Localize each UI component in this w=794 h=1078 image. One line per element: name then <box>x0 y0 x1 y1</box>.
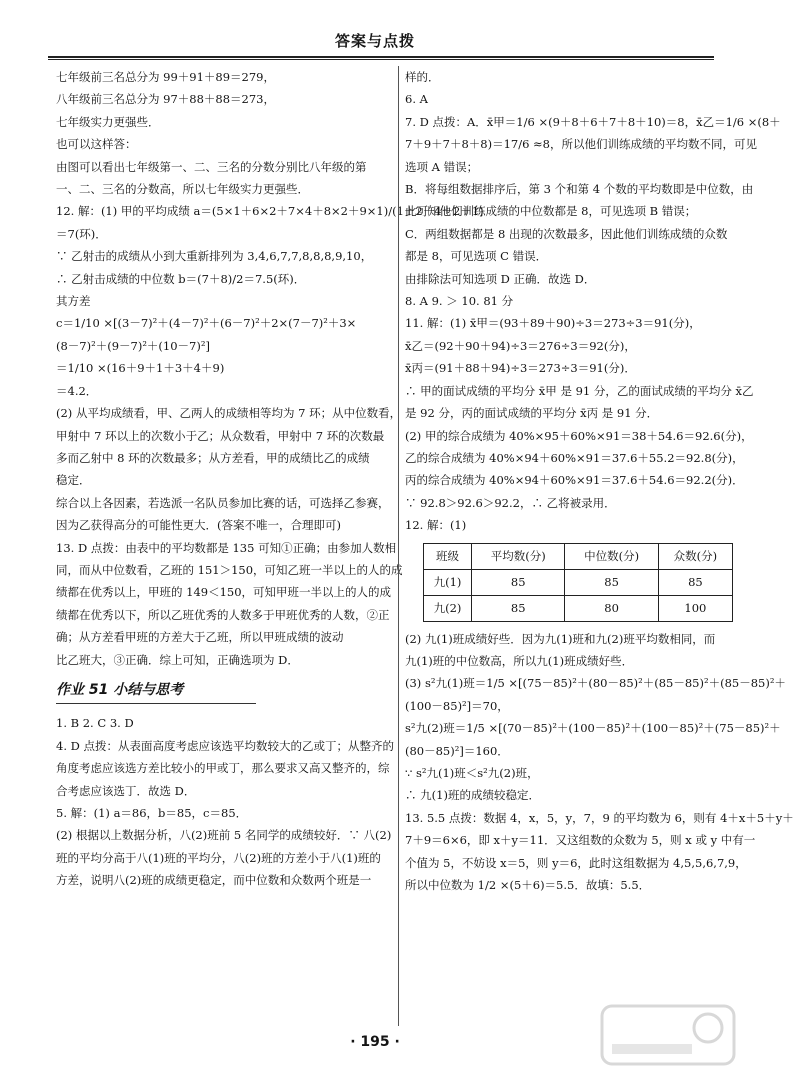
text-line: 7＋9＝6×6，即 x＋y＝11．又这组数的众数为 5，则 x 或 y 中有一 <box>405 833 756 848</box>
text-line: 比乙班大，③正确．综上可知，正确选项为 D． <box>56 652 299 667</box>
text-line: 甲射中 7 环以上的次数小于乙；从众数看，甲射中 7 环的次数最 <box>56 428 385 443</box>
text-line: ＝1/10 ×(16＋9＋1＋3＋4＋9) <box>56 361 225 376</box>
text-line: 角度考虑应该选方差比较小的甲或丁，那么要求又高又整齐的，综 <box>56 761 390 776</box>
table-cell: 100 <box>658 595 732 621</box>
text-line: 因为乙获得高分的可能性更大．(答案不唯一，合理即可) <box>56 518 341 533</box>
text-line: 13. 5.5 点拨：数据 4，x，5，y，7，9 的平均数为 6，则有 4＋x＋5＋y＋ <box>405 810 794 825</box>
text-line: (2) 从平均成绩看，甲、乙两人的成绩相等均为 7 环；从中位数看， <box>56 406 402 421</box>
text-line: 都是 8，可见选项 C 错误． <box>405 249 548 264</box>
table-cell: 85 <box>658 569 732 595</box>
text-line: 班的平均分高于八(1)班的平均分，八(2)班的方差小于八(1)班的 <box>56 850 381 865</box>
text-line: x̄丙＝(91＋88＋94)÷3＝273÷3＝91(分)． <box>405 361 636 376</box>
text-line: 乙的综合成绩为 40%×94＋60%×91＝37.6＋55.2＝92.8(分)， <box>405 450 744 465</box>
text-line: ∵ s²九(1)班＜s²九(2)班， <box>405 765 539 780</box>
text-line: 丙的综合成绩为 40%×94＋60%×91＝37.6＋54.6＝92.2(分)． <box>405 473 744 488</box>
text-line: (2) 甲的综合成绩为 40%×95＋60%×91＝38＋54.6＝92.6(分)， <box>405 428 753 443</box>
text-line: 八年级前三名总分为 97＋88＋88＝273， <box>56 92 276 107</box>
table-header-cell: 中位数(分) <box>565 543 658 569</box>
text-line: 绩都在优秀以下，所以乙班优秀的人数多于甲班优秀的人数，②正 <box>56 607 390 622</box>
text-line: ∴ 九(1)班的成绩较稳定． <box>405 788 540 803</box>
text-line: ＝7(环)． <box>56 226 107 241</box>
table-header-cell: 平均数(分) <box>472 543 565 569</box>
section-heading: 作业 51 小结与思考 <box>56 679 256 704</box>
text-line: (3) s²九(1)班＝1/5 ×[(75－85)²＋(80－85)²＋(85－85)²＋(85－85)²＋ <box>405 676 786 691</box>
text-line: 由图可以看出七年级第一、二、三名的分数分别比八年级的第 <box>56 159 367 174</box>
header-rule <box>48 56 714 58</box>
text-line: s²九(2)班＝1/5 ×[(70－85)²＋(100－85)²＋(100－85)²＋(75－85)²＋ <box>405 721 781 736</box>
text-line: 绩都在优秀以上，甲班的 149＜150，可知甲班一半以上的人的成 <box>56 585 392 600</box>
page-header-title: 答案与点拨 <box>334 32 415 50</box>
text-line: 7. D 点拨：A．x̄甲＝1/6 ×(9＋8＋6＋7＋8＋10)＝8，x̄乙＝1/6 ×(8＋ <box>405 114 781 129</box>
text-line: ＝4.2． <box>56 383 98 398</box>
text-line: 稳定． <box>56 473 91 488</box>
text-line: 由排除法可知选项 D 正确．故选 D． <box>405 271 596 286</box>
text-line: 确；从方差看甲班的方差大于乙班，所以甲班成绩的波动 <box>56 630 344 645</box>
text-line: 所以中位数为 1/2 ×(5＋6)＝5.5．故填：5.5． <box>405 878 651 892</box>
text-line: c＝1/10 ×[(3－7)²＋(4－7)²＋(6－7)²＋2×(7－7)²＋3× <box>56 316 357 331</box>
text-line: 九(1)班的中位数高，所以九(1)班成绩好些． <box>405 653 634 668</box>
text-line: 4. D 点拨：从表面高度考虑应该选平均数较大的乙或丁；从整齐的 <box>56 738 395 753</box>
text-line: (2) 根据以上数据分析，八(2)班前 5 名同学的成绩较好．∵ 八(2) <box>56 828 392 843</box>
text-line: 样的． <box>405 70 440 84</box>
table-cell: 85 <box>472 595 565 621</box>
text-line: 12. 解：(1) <box>405 518 467 533</box>
text-line: 方差，说明八(2)班的成绩更稳定，而中位数和众数两个班是一 <box>56 873 372 888</box>
text-line: 是 92 分，丙的面试成绩的平均分 x̄丙 是 91 分． <box>405 406 659 421</box>
text-line: B．将每组数据排序后，第 3 个和第 4 个数的平均数即是中位数，由 <box>405 182 754 197</box>
text-line: 同，而从中位数看，乙班的 151＞150，可知乙班一半以上的人的成 <box>56 562 403 577</box>
table-row <box>424 595 733 621</box>
table-header-row <box>424 543 733 569</box>
text-line: ∴ 甲的面试成绩的平均分 x̄甲 是 91 分，乙的面试成绩的平均分 x̄乙 <box>405 383 754 398</box>
text-line: 也可以这样答： <box>56 137 137 152</box>
text-line: 6. A <box>405 92 428 107</box>
table-row <box>424 569 733 595</box>
text-line: 12. 解：(1) 甲的平均成绩 a＝(5×1＋6×2＋7×4＋8×2＋9×1)/(1＋2＋4＋2＋1) <box>56 204 484 219</box>
table-cell: 九(1) <box>424 569 472 595</box>
text-line: (80－85)²]＝160． <box>405 743 509 758</box>
text-line: 此可知他们训练成绩的中位数都是 8，可见选项 B 错误； <box>405 204 697 219</box>
text-line: 七年级前三名总分为 99＋91＋89＝279， <box>56 70 276 84</box>
header-rule-thin <box>48 59 714 60</box>
text-line: 合考虑应该选丁．故选 D． <box>56 783 196 798</box>
text-line: 5. 解：(1) a＝86，b＝85，c＝85． <box>56 806 248 820</box>
text-line: 1. B 2. C 3. D <box>56 716 134 731</box>
text-line: 多而乙射中 8 环的次数最多；从方差看，甲的成绩比乙的成绩 <box>56 450 370 465</box>
column-divider <box>398 66 399 1026</box>
text-line: C．两组数据都是 8 出现的次数最多，因此他们训练成绩的众数 <box>405 226 728 241</box>
text-line: 7＋9＋7＋8＋8)＝17/6 ≈8，所以他们训练成绩的平均数不同，可见 <box>405 137 757 152</box>
text-line: (8－7)²＋(9－7)²＋(10－7)²] <box>56 338 210 353</box>
text-line: 13. D 点拨：由表中的平均数都是 135 可知①正确；由参加人数相 <box>56 540 397 555</box>
text-line: ∵ 92.8＞92.6＞92.2，∴ 乙将被录用． <box>405 495 616 510</box>
text-line: 个值为 5，不妨设 x＝5，则 y＝6，此时这组数据为 4,5,5,6,7,9， <box>405 855 747 870</box>
watermark-logo <box>598 1000 738 1070</box>
table-cell: 85 <box>472 569 565 595</box>
table-header-cell: 班级 <box>424 543 472 569</box>
text-line: 选项 A 错误； <box>405 159 479 174</box>
right-column <box>405 66 794 896</box>
text-line: 七年级实力更强些． <box>56 114 160 129</box>
table-cell: 80 <box>565 595 658 621</box>
text-line: 一、二、三名的分数高，所以七年级实力更强些． <box>56 182 309 197</box>
text-line: 其方差 <box>56 294 91 309</box>
score-table <box>423 543 733 622</box>
table-cell: 85 <box>565 569 658 595</box>
text-line: (100－85)²]＝70， <box>405 698 509 713</box>
text-line: (2) 九(1)班成绩好些．因为九(1)班和九(2)班平均数相同，而 <box>405 631 716 646</box>
table-cell: 九(2) <box>424 595 472 621</box>
text-line: x̄乙＝(92＋90＋94)÷3＝276÷3＝92(分)， <box>405 338 636 353</box>
text-line: ∴ 乙射击成绩的中位数 b＝(7＋8)/2＝7.5(环)． <box>56 271 306 286</box>
text-line: 8. A 9. ＞ 10. 81 分 <box>405 294 514 309</box>
text-line: 11. 解：(1) x̄甲＝(93＋89＋90)÷3＝273÷3＝91(分)， <box>405 316 701 331</box>
table-header-cell: 众数(分) <box>658 543 732 569</box>
text-line: 综合以上各因素，若选派一名队员参加比赛的话，可选择乙参赛， <box>56 495 390 510</box>
page-number: · 195 · <box>350 1034 400 1050</box>
text-line: ∵ 乙射击的成绩从小到大重新排列为 3,4,6,7,7,8,8,8,9,10， <box>56 249 373 264</box>
